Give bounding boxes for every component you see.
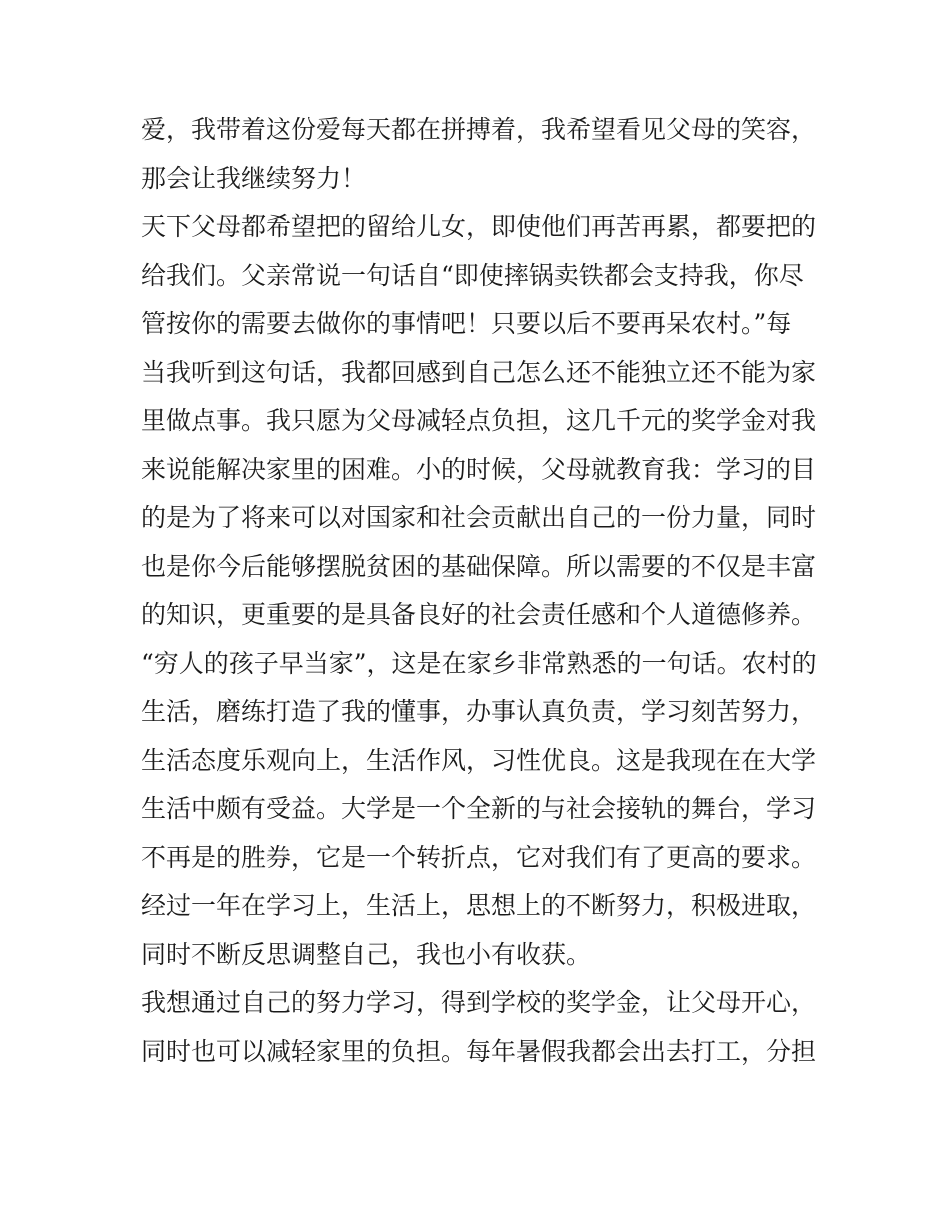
text-line: 那会让我继续努力！ bbox=[141, 163, 367, 193]
text-line: 生活，磨练打造了我的懂事，办事认真负责，学习刻苦努力， bbox=[141, 697, 817, 726]
text-line: 不再是的胜券，它是一个转折点，它对我们有了更高的要求。 bbox=[141, 842, 817, 872]
text-line: 管按你的需要去做你的事情吧！只要以后不要再呆农村。”每 bbox=[141, 309, 792, 338]
text-line: 也是你今后能够摆脱贫困的基础保障。所以需要的不仅是丰富 bbox=[141, 551, 817, 581]
text-line: 同时不断反思调整自己，我也小有收获。 bbox=[141, 939, 592, 969]
text-line: 经过一年在学习上，生活上，思想上的不断努力，积极进取， bbox=[141, 891, 817, 920]
text-line: 生活中颇有受益。大学是一个全新的与社会接轨的舞台，学习 bbox=[141, 794, 817, 823]
text-line: 天下父母都希望把的留给儿女，即使他们再苦再累，都要把的 bbox=[141, 212, 817, 241]
text-line: 我想通过自己的努力学习，得到学校的奖学金，让父母开心， bbox=[141, 988, 817, 1017]
body-text bbox=[141, 106, 821, 1076]
text-line: 的是为了将来可以对国家和社会贡献出自己的一份力量，同时 bbox=[141, 503, 817, 532]
text-line: 同时也可以减轻家里的负担。每年暑假我都会出去打工，分担 bbox=[141, 1036, 817, 1066]
text-line: 来说能解决家里的困难。小的时候，父母就教育我：学习的目 bbox=[141, 454, 817, 484]
text-line: 生活态度乐观向上，生活作风，习性优良。这是我现在在大学 bbox=[141, 745, 817, 775]
text-line: 里做点事。我只愿为父母减轻点负担，这几千元的奖学金对我 bbox=[141, 406, 817, 435]
text-line: 爱，我带着这份爱每天都在拼搏着，我希望看见父母的笑容， bbox=[141, 115, 817, 144]
text-line: 给我们。父亲常说一句话自“即使摔锅卖铁都会支持我，你尽 bbox=[141, 260, 804, 290]
text-line: “穷人的孩子早当家”，这是在家乡非常熟悉的一句话。农村的 bbox=[141, 648, 817, 678]
text-line: 的知识，更重要的是具备良好的社会责任感和个人道德修养。 bbox=[141, 600, 817, 629]
text-line: 当我听到这句话，我都回感到自己怎么还不能独立还不能为家 bbox=[141, 357, 817, 387]
